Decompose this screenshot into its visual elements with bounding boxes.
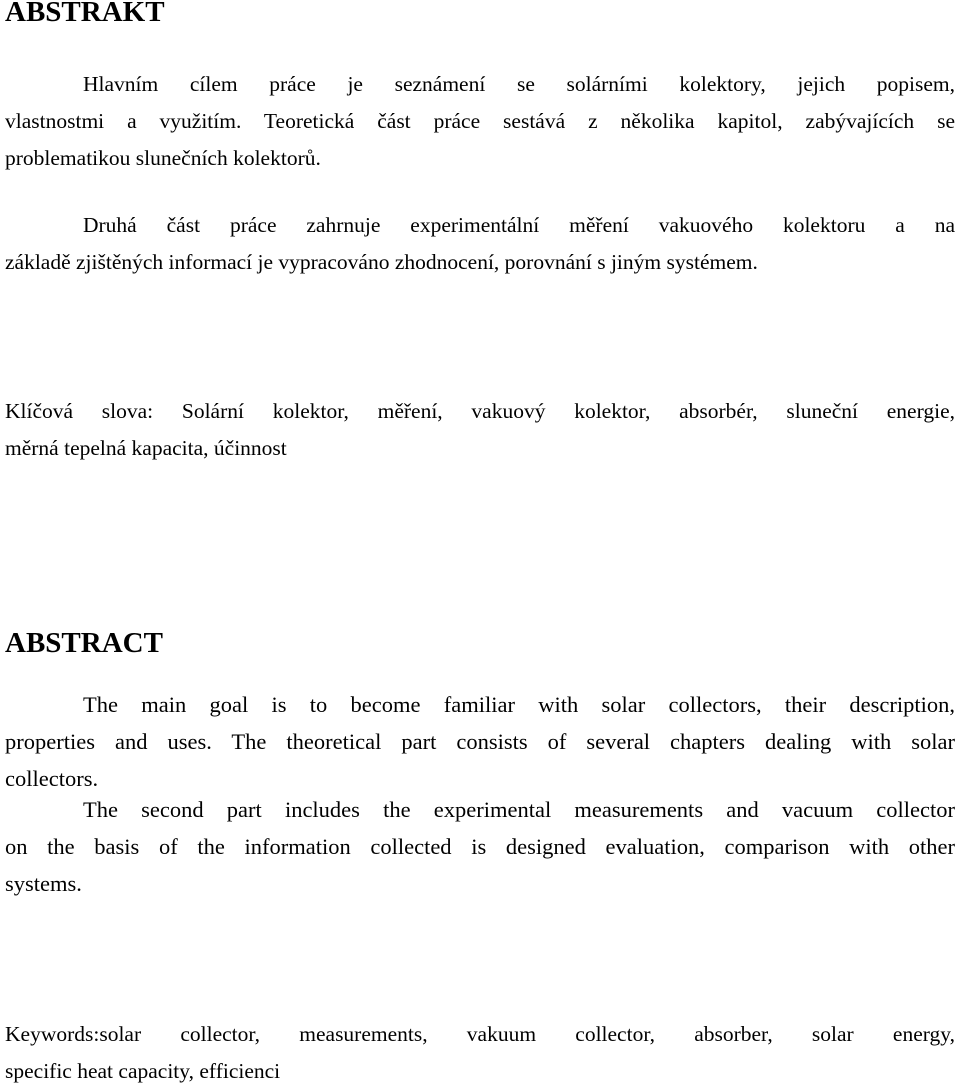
abstract-keywords [5, 1016, 955, 1090]
text-line: The second part includes the experimental measurements and vacuum collector [83, 797, 955, 822]
text-line: on the basis of the information collected is designed evaluation, comparison with other [5, 834, 955, 859]
text-line: specific heat capacity, efficienci [5, 1059, 281, 1083]
abstract-heading: ABSTRACT [5, 627, 163, 659]
abstrakt-paragraph-2 [5, 207, 955, 281]
abstract-paragraph-1 [5, 686, 955, 797]
abstrakt-paragraph-1 [5, 66, 955, 177]
abstract-paragraph-2 [5, 791, 955, 902]
text-line: Klíčová slova: Solární kolektor, měření, vakuový kolektor, absorbér, sluneční energie, [5, 399, 955, 423]
text-line: základě zjištěných informací je vypracováno zhodnocení, porovnání s jiným systémem. [5, 250, 758, 274]
text-line: systems. [5, 871, 82, 896]
text-line: Hlavním cílem práce je seznámení se solárními kolektory, jejich popisem, [83, 72, 955, 96]
text-line: The main goal is to become familiar with solar collectors, their description, [83, 692, 955, 717]
abstrakt-keywords [5, 393, 955, 467]
text-line: měrná tepelná kapacita, účinnost [5, 436, 287, 460]
abstrakt-heading: ABSTRAKT [5, 0, 165, 28]
text-line: collectors. [5, 766, 99, 791]
text-line: Keywords:solar collector, measurements, vakuum collector, absorber, solar energy, [5, 1022, 955, 1046]
text-line: properties and uses. The theoretical part consists of several chapters dealing with solar [5, 729, 955, 754]
text-line: vlastnostmi a využitím. Teoretická část práce sestává z několika kapitol, zabývajících se [5, 109, 955, 133]
text-line: problematikou slunečních kolektorů. [5, 146, 321, 170]
text-line: Druhá část práce zahrnuje experimentální měření vakuového kolektoru a na [83, 213, 955, 237]
